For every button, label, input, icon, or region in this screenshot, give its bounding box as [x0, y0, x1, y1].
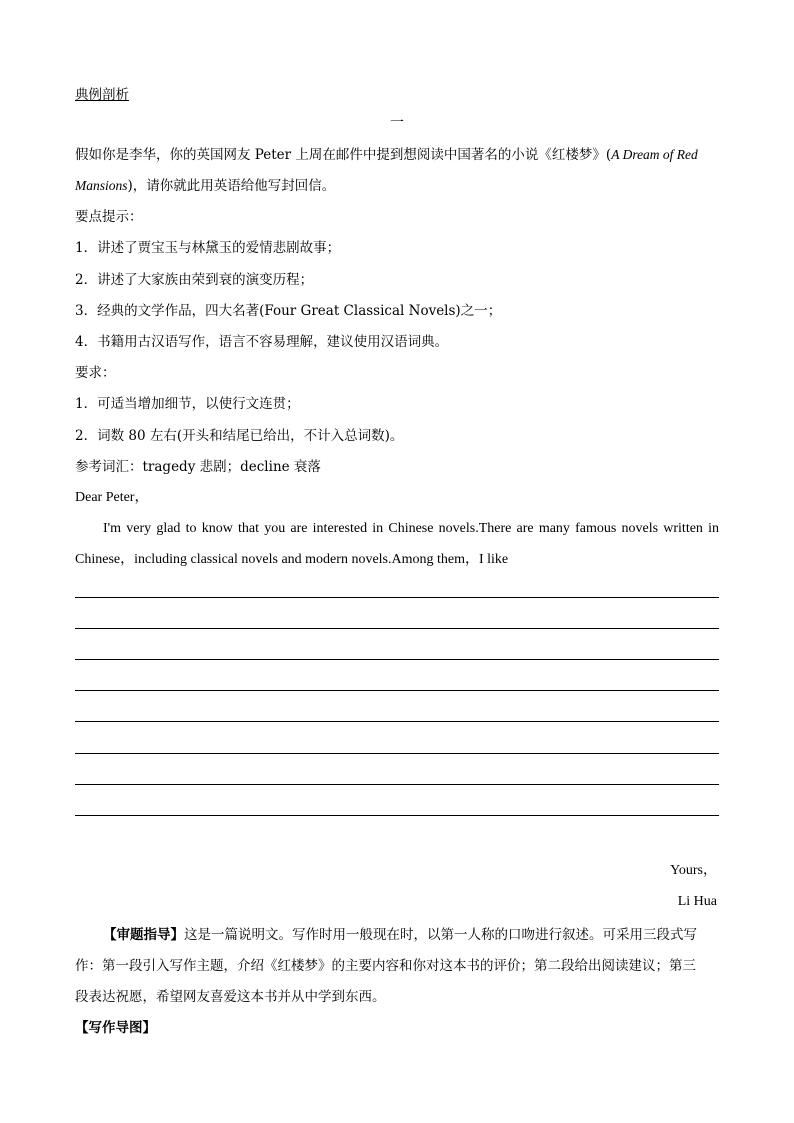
- letter-greeting: Dear Peter，: [75, 490, 149, 505]
- letter-body-line-2: Chinese，including classical novels and modern novels.Among them，I like: [75, 552, 509, 567]
- english-title-part-1: A Dream of Red: [611, 147, 698, 162]
- tip-item: 1．讲述了贾宝玉与林黛玉的爱情悲剧故事；: [75, 240, 341, 256]
- requirements-heading: 要求：: [75, 365, 116, 381]
- writing-line: [75, 690, 719, 691]
- prompt-text-1: 假如你是李华，你的英国网友 Peter 上周在邮件中提到想阅读中国著名的小说《红楼梦》(: [75, 147, 612, 163]
- writing-line: [75, 597, 719, 598]
- guide-label: 【审题指导】: [103, 927, 184, 943]
- vocabulary-hint: 参考词汇：tragedy 悲剧；decline 衰落: [75, 459, 321, 475]
- writing-line: [75, 659, 719, 660]
- requirement-item: 1．可适当增加细节，以使行文连贯；: [75, 396, 300, 412]
- section-title: 典例剖析: [75, 87, 129, 103]
- tip-item: 2．讲述了大家族由荣到衰的演变历程；: [75, 272, 314, 288]
- letter-closing: Yours，: [670, 863, 717, 878]
- requirement-item: 2．词数 80 左右(开头和结尾已给出，不计入总词数)。: [75, 428, 404, 444]
- writing-line: [75, 815, 719, 816]
- english-title-part-2: Mansions: [75, 178, 128, 193]
- writing-line: [75, 628, 719, 629]
- letter-signature: Li Hua: [677, 894, 717, 909]
- writing-line: [75, 721, 719, 722]
- mindmap-heading: 【写作导图】: [75, 1020, 156, 1036]
- prompt-text-2: )，请你就此用英语给他写封回信。: [127, 178, 336, 194]
- writing-line: [75, 784, 719, 785]
- prompt-line-2: [75, 176, 719, 196]
- guide-line-1: [75, 925, 719, 945]
- guide-line-3: 段表达祝愿，希望网友喜爱这本书并从中学到东西。: [75, 989, 386, 1005]
- section-number: 一: [390, 115, 404, 131]
- writing-line: [75, 753, 719, 754]
- guide-text-1: 这是一篇说明文。写作时用一般现在时，以第一人称的口吻进行叙述。可采用三段式写: [184, 927, 697, 943]
- prompt-line-1: [75, 145, 719, 165]
- letter-body-line-1: I'm very glad to know that you are interested in Chinese novels.There are many famous novels written in: [103, 521, 719, 536]
- tip-item: 3．经典的文学作品，四大名著(Four Great Classical Novels)之一；: [75, 303, 502, 319]
- tips-heading: 要点提示：: [75, 209, 143, 225]
- guide-line-2: 作：第一段引入写作主题，介绍《红楼梦》的主要内容和你对这本书的评价；第二段给出阅读建议；第三: [75, 958, 696, 974]
- tip-item: 4．书籍用古汉语写作，语言不容易理解，建议使用汉语词典。: [75, 334, 449, 350]
